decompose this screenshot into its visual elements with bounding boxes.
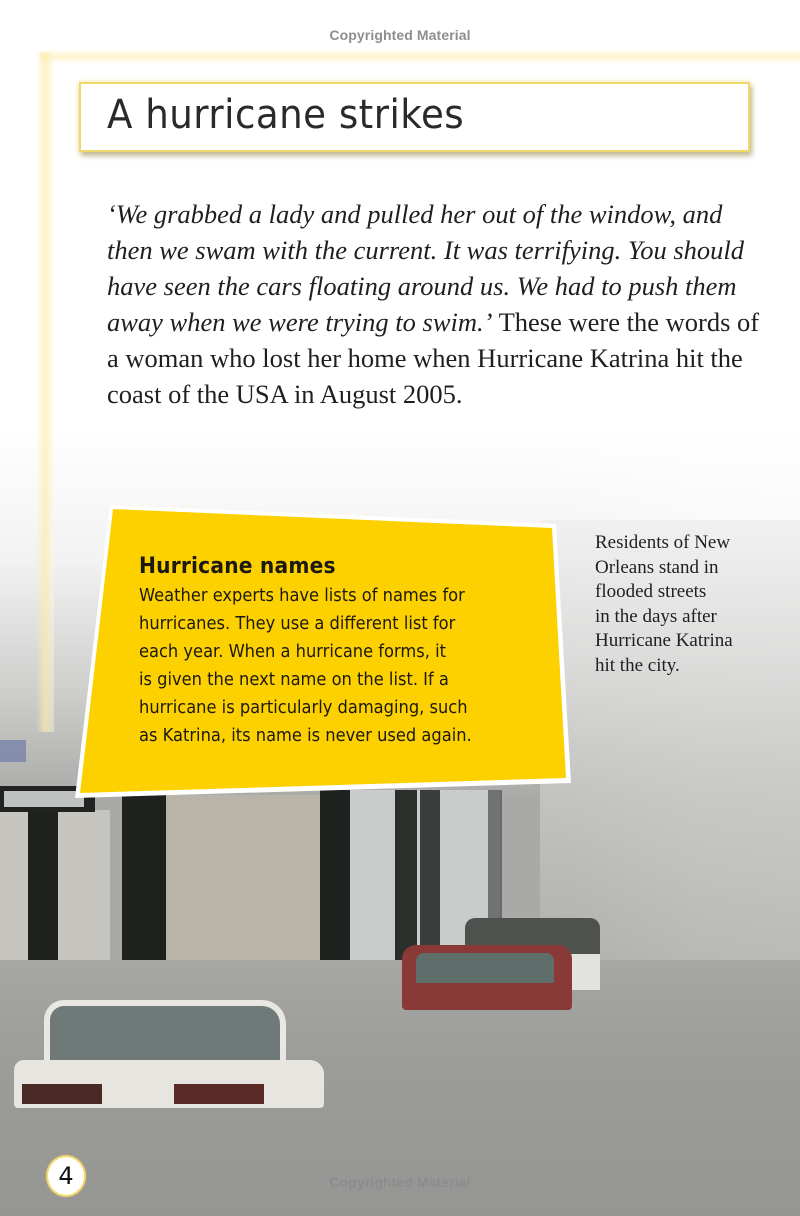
page-number: 4	[48, 1157, 84, 1195]
page-border-left	[36, 52, 54, 732]
street-sign	[0, 740, 26, 762]
witness-quote: ‘We grabbed a lady and pulled her out of the window, and then we swam with the current. It was terrifying. You should have seen the cars floating around us. We had to push them away when we were trying to swim.’	[107, 199, 744, 337]
caption-line: Orleans stand in	[595, 556, 719, 578]
page-title: A hurricane strikes	[107, 92, 465, 138]
utility-pole	[488, 790, 502, 930]
caption-line: flooded streets	[595, 581, 707, 602]
photo-caption	[595, 531, 795, 678]
page-border-top	[40, 50, 800, 64]
caption-line: Residents of New	[595, 532, 731, 553]
submerged-white-car	[14, 992, 334, 1112]
fact-box-line: as Katrina, its name is never used again.	[139, 726, 472, 746]
title-box	[79, 82, 750, 152]
submerged-red-car	[402, 945, 572, 1010]
caption-line: hit the city.	[595, 654, 680, 676]
body-text: These were the words of a woman who lost her home when Hurricane Katrina hit the coast of the USA in August 2005.	[107, 307, 760, 409]
fact-box-line: Weather experts have lists of names for	[139, 586, 465, 606]
body-paragraph	[107, 196, 767, 412]
caption-line: Hurricane Katrina	[595, 630, 733, 651]
copyright-notice-bottom: Copyrighted Material	[329, 1174, 471, 1190]
copyright-notice-top: Copyrighted Material	[329, 27, 471, 43]
fact-box-line: each year. When a hurricane forms, it	[139, 642, 446, 662]
fact-box-heading: Hurricane names	[139, 554, 336, 579]
fact-box-line: hurricane is particularly damaging, such	[139, 698, 468, 718]
fact-box-content	[139, 552, 539, 750]
tree-trunk	[420, 790, 440, 960]
fact-box-line: is given the next name on the list. If a	[139, 670, 449, 690]
caption-line: in the days after	[595, 605, 717, 627]
fact-box-line: hurricanes. They use a different list for	[139, 614, 456, 634]
